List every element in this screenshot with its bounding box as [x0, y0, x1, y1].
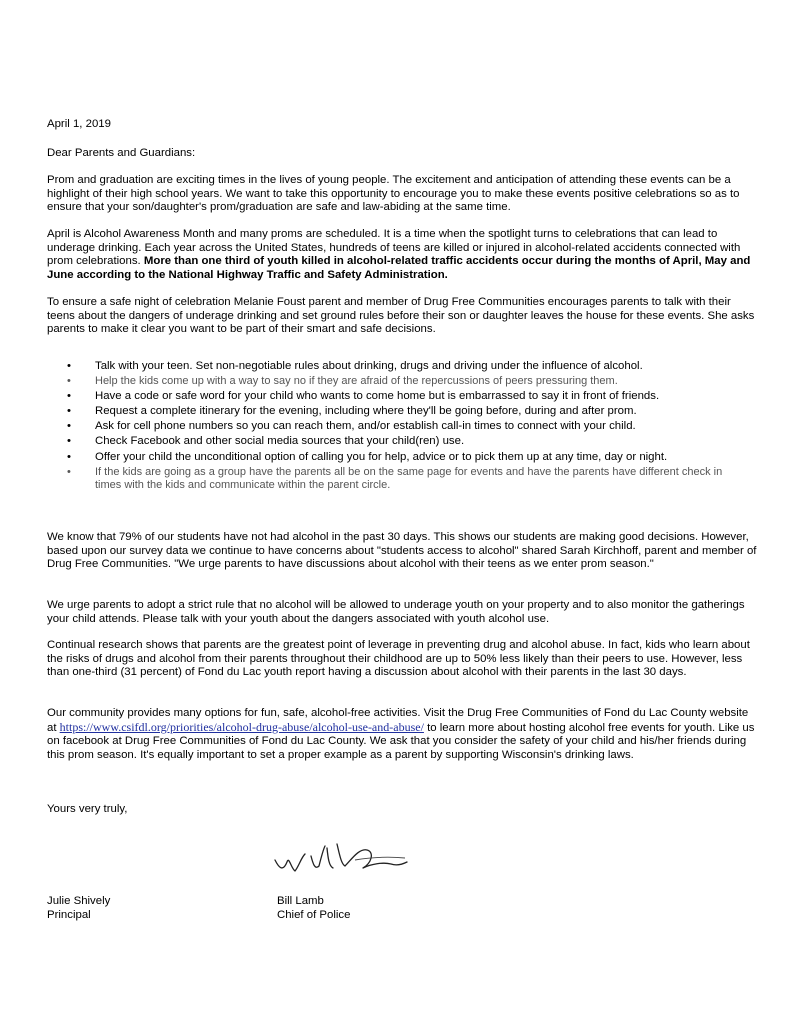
signer-police-title: Chief of Police	[277, 909, 351, 921]
paragraph-community-text-2: to learn more about hosting alcohol free events for youth. Like us on facebook at Drug Free Communities of Fond du Lac County. We ask that you consider the safety of your child and his/her friends during this prom season. It's equally important to set a proper example as a parent by supporting Wisconsin's drinking laws.	[47, 721, 755, 761]
list-item-text: Request a complete itinerary for the evening, including where they'll be going before, during and after prom.	[95, 405, 637, 418]
bullet-icon: •	[67, 390, 71, 403]
paragraph-community-text: Our community provides many options for fun, safe, alcohol-free activities. Visit the Drug Free Communities of Fond du Lac County website at	[47, 707, 749, 734]
bullet-icon: •	[67, 435, 71, 448]
list-item	[47, 466, 737, 493]
paragraph-safe-night: To ensure a safe night of celebration Melanie Foust parent and member of Drug Free Communities encourages parents to talk with their teens about the dangers of underage drinking and set ground rules before their son or daughter leaves the house for these events. She asks parents to make it clear you want to be part of their smart and safe decisions.	[47, 296, 755, 336]
signature-image	[271, 838, 411, 878]
paragraph-strict-rule: We urge parents to adopt a strict rule that no alcohol will be allowed to underage youth on your property and to also monitor the gatherings your child attends. Please talk with your youth about the dangers associated with youth alcohol use.	[47, 599, 745, 625]
letter-salutation: Dear Parents and Guardians:	[47, 147, 196, 159]
list-item-text: Have a code or safe word for your child who wants to come home but is embarrassed to say it in front of friends.	[95, 390, 660, 403]
list-item	[47, 435, 737, 449]
letter-closing: Yours very truly,	[47, 803, 128, 815]
signer-police-name: Bill Lamb	[277, 895, 324, 907]
list-item-text: Talk with your teen. Set non-negotiable rules about drinking, drugs and driving under the influence of alcohol.	[95, 360, 643, 372]
paragraph-prom-intro: Prom and graduation are exciting times in the lives of young people. The excitement and anticipation of attending these events can be a highlight of their high school years. We want to take this opportunity to encourage you to make these events positive celebrations so as to ensure that your son/daughter's prom/graduation are safe and law-abiding at the same time.	[47, 174, 740, 214]
paragraph-awareness-month	[47, 228, 759, 282]
tips-list	[47, 360, 737, 494]
list-item	[47, 360, 737, 374]
bullet-icon: •	[67, 420, 71, 433]
paragraph-awareness-text: April is Alcohol Awareness Month and many proms are scheduled. It is a time when the spotlight turns to celebrations that can lead to underage drinking. Each year across the United States, hundreds of teens are killed or injured in alcohol-related accidents connected with prom celebrations.	[47, 228, 741, 268]
list-item-text: If the kids are going as a group have the parents all be on the same page for events and have the parents have different check in times with the kids and communicate within the parent circle.	[95, 465, 723, 492]
bullet-icon: •	[67, 450, 71, 463]
paragraph-research: Continual research shows that parents are the greatest point of leverage in preventing drug and alcohol abuse. In fact, kids who learn about the risks of drugs and alcohol from their parents throughout their childhood are up to 50% less likely than their peers to use. However, less than one-third (31 percent) of Fond du Lac youth report having a discussion about alcohol with their parents in the last 30 days.	[47, 639, 750, 679]
signer-principal-name: Julie Shively	[47, 895, 111, 907]
list-item	[47, 375, 737, 389]
letter-date: April 1, 2019	[47, 118, 111, 130]
bullet-icon: •	[67, 360, 71, 372]
paragraph-awareness-bold: More than one third of youth killed in alcohol-related traffic accidents occur during the months of April, May and June according to the National Highway Traffic and Safety Administration.	[47, 255, 751, 281]
list-item	[47, 420, 737, 434]
paragraph-survey-data: We know that 79% of our students have not had alcohol in the past 30 days. This shows our students are making good decisions. However, based upon our survey data we continue to have concerns about "students access to alcohol" shared Sarah Kirchhoff, parent and member of Drug Free Communities. "We urge parents to have discussions about alcohol with their teens as we enter prom season."	[47, 531, 757, 571]
bullet-icon: •	[67, 375, 71, 388]
list-item-text: Ask for cell phone numbers so you can reach them, and/or establish call-in times to connect with your child.	[95, 420, 636, 433]
list-item-text: Offer your child the unconditional option of calling you for help, advice or to pick them up at any time, day or night.	[95, 450, 668, 463]
website-link[interactable]: https://www.csifdl.org/priorities/alcohol-drug-abuse/alcohol-use-and-abuse/	[59, 719, 424, 734]
signer-principal-title: Principal	[47, 909, 91, 921]
bullet-icon: •	[67, 405, 71, 418]
list-item	[47, 405, 737, 419]
paragraph-community	[47, 707, 759, 762]
list-item-text: Help the kids come up with a way to say no if they are afraid of the repercussions of peers pressuring them.	[95, 375, 618, 388]
list-item	[47, 451, 737, 465]
bullet-icon: •	[67, 465, 71, 478]
list-item	[47, 390, 737, 404]
list-item-text: Check Facebook and other social media sources that your child(ren) use.	[95, 435, 465, 448]
